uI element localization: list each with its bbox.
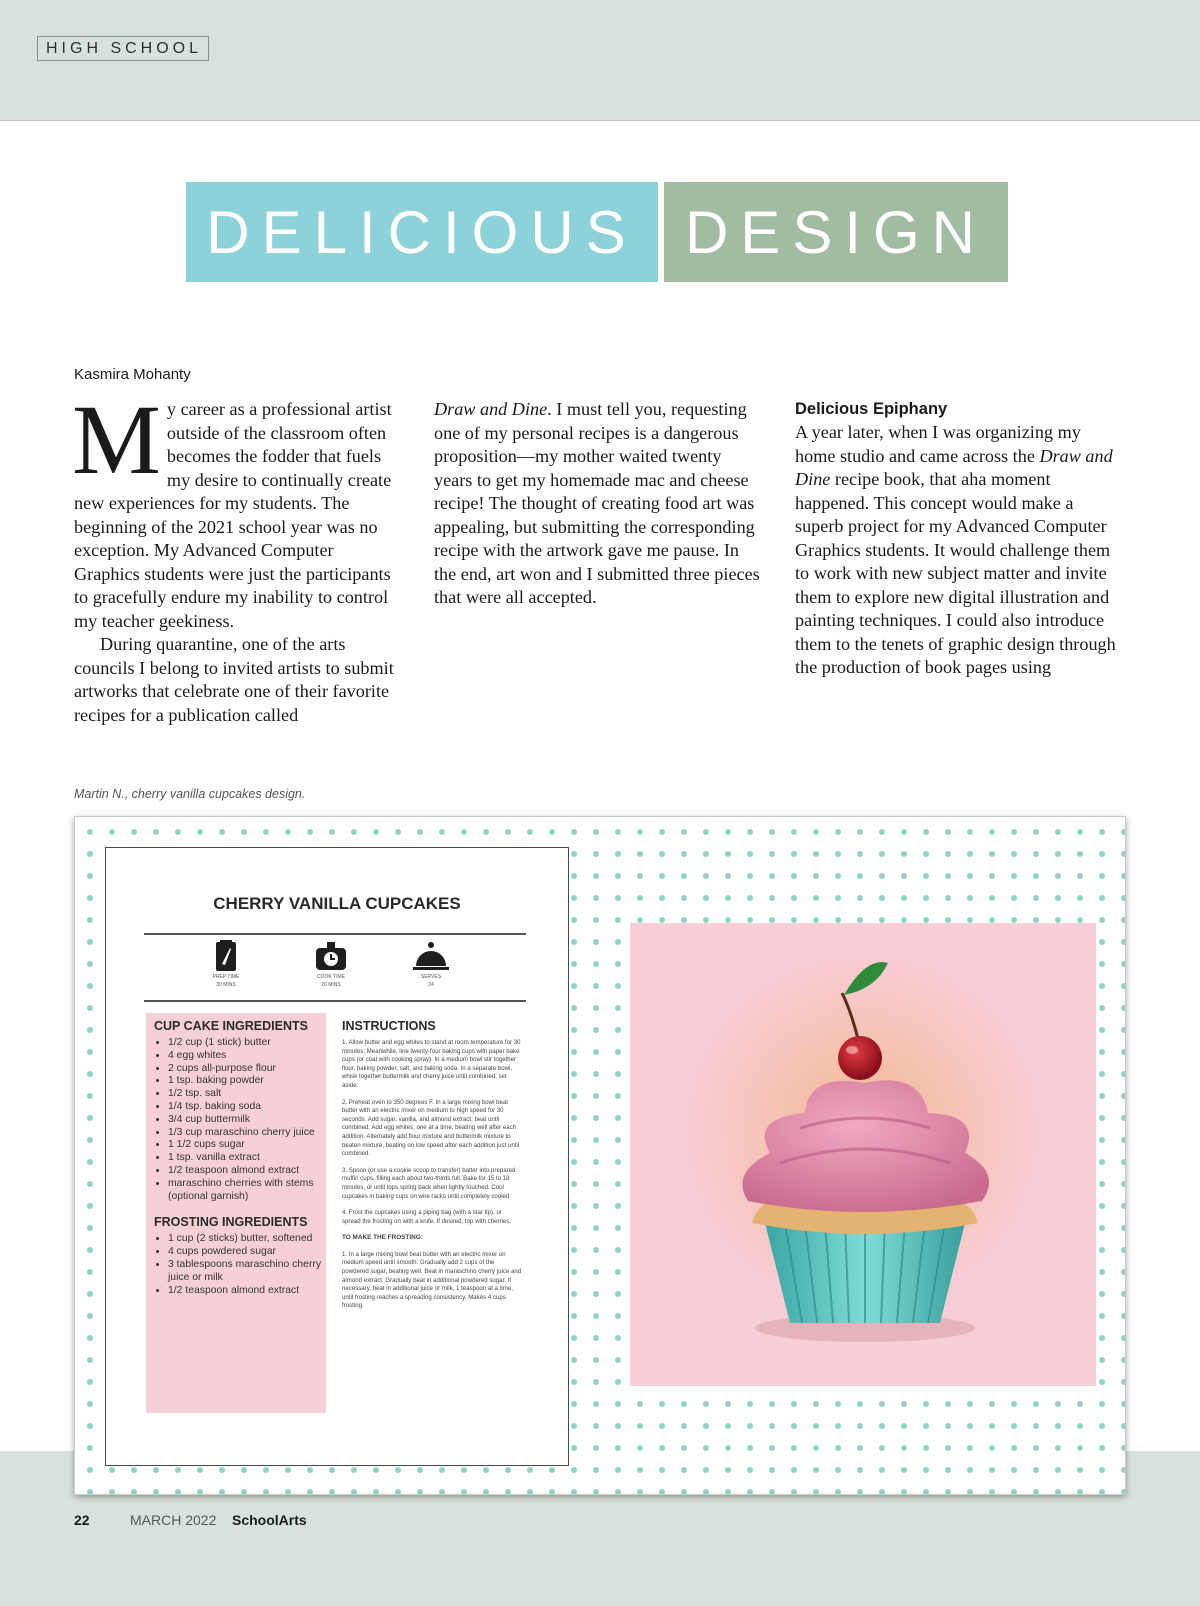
top-band (0, 0, 1200, 121)
article-column-1 (72, 384, 402, 727)
list-item: • 1/2 teaspoon almond extract (168, 1285, 322, 1298)
recipe-title: CHERRY VANILLA CUPCAKES (213, 894, 461, 913)
instructions-column (342, 1013, 522, 1319)
list-item: • 1/2 teaspoon almond extract (168, 1165, 322, 1178)
book-title-italic-2: Draw and Dine (795, 445, 1113, 489)
meta-serves (396, 940, 466, 988)
list-item: • 4 cups powdered sugar (168, 1246, 322, 1259)
paragraph-intro (72, 384, 402, 633)
page-number: 22 (74, 1512, 90, 1528)
list-item: • 1/3 cup maraschino cherry juice (168, 1127, 322, 1140)
instructions-heading: INSTRUCTIONS (342, 1019, 436, 1033)
paragraph-quarantine-cont (434, 398, 762, 610)
author-byline: Kasmira Mohanty (74, 366, 191, 383)
cook-value: 20 MINS (321, 982, 341, 988)
article-column-2 (434, 398, 762, 610)
paragraph-quarantine-start (74, 633, 402, 727)
oven-timer-icon (314, 940, 348, 972)
list-item: • 1/4 tsp. baking soda (168, 1101, 322, 1114)
instruction-step: 4. Frost the cupcakes using a piping bag (with a star tip), or spread the frosting on with a knife. If desired, top with cherries. (342, 1209, 512, 1225)
list-item: • 3/4 cup buttermilk (168, 1114, 322, 1127)
instruction-step: 1. Allow butter and egg whites to stand at room temperature for 30 minutes. Meanwhile, line twenty-four baking cups with paper bake cups (or coat with cooking spray). In a medium bowl stir together flour, baking powder, salt, and baking soda. In a separate bowl, whisk together buttermilk and cherry juice until combined; set aside. (342, 1039, 521, 1089)
list-item: • 4 egg whites (168, 1050, 322, 1063)
paragraph-epiphany (795, 421, 1123, 680)
issue-date: MARCH 2022 (130, 1512, 217, 1528)
section-label: HIGH SCHOOL (37, 36, 209, 61)
frosting-method-text: 1. In a large mixing bowl beat butter with an electric mixer on medium speed until smooth. Gradually add 2 cups of the powdered sugar, beating well. Beat in maraschino cherry juice and almond extract. Gradually beat in additional powdered sugar. If necessary, beat in additional juice or milk, 1 teaspoon at a time, until frosting reaches a spreading consistency. Makes 4 cups frosting. (342, 1250, 522, 1310)
divider-bottom (144, 1000, 526, 1002)
subhead-delicious-epiphany: Delicious Epiphany (795, 400, 948, 418)
quarantine-text: During quarantine, one of the arts councils I belong to invited artists to submit artworks that celebrate one of their favorite recipes for a publication called (74, 634, 394, 725)
article-column-3 (795, 398, 1123, 680)
ingredients-panel (146, 1013, 326, 1413)
epiphany-text-a: A year later, when I was organizing my home studio and came across the (795, 422, 1081, 466)
drop-cap: M (72, 384, 161, 495)
cupcake-ingredients-heading: CUP CAKE INGREDIENTS (154, 1019, 308, 1033)
list-item: • 1 1/2 cups sugar (168, 1139, 322, 1152)
serves-value: 24 (428, 982, 434, 988)
frosting-ingredients-heading: FROSTING INGREDIENTS (154, 1215, 308, 1230)
list-item: • 1/2 tsp. salt (168, 1088, 322, 1101)
meta-cook (296, 940, 366, 988)
figure-caption: Martin N., cherry vanilla cupcakes design. (74, 787, 306, 801)
recipe-card (105, 847, 569, 1466)
prep-label: PREP TIME (212, 974, 240, 980)
frosting-method-heading: TO MAKE THE FROSTING: (342, 1234, 423, 1242)
serves-label: SERVES (420, 974, 442, 980)
intro-text: y career as a professional artist outside of the classroom often becomes the fodder that fuels my desire to continually create new experiences for my students. The beginning of the 2021 school year was no exception. My Advanced Computer Graphics students were just the participants to gracefully endure my inability to control my teacher geekiness. (74, 399, 392, 631)
list-item: • 1/2 cup (1 stick) butter (168, 1037, 322, 1050)
magazine-name: SchoolArts (232, 1512, 307, 1528)
article-title (186, 182, 1008, 282)
list-item: • 3 tablespoons maraschino cherry juice or milk (168, 1259, 322, 1285)
cloche-icon (412, 940, 450, 972)
cupcake-art (630, 923, 1096, 1386)
cupcake-ingredient-list (146, 1037, 326, 1203)
title-part-delicious: DELICIOUS (186, 182, 658, 282)
knife-board-icon (215, 940, 237, 972)
divider-top (144, 933, 526, 935)
recipe-figure (74, 816, 1126, 1495)
title-part-design: DESIGN (664, 182, 1008, 282)
list-item: • 1 tsp. vanilla extract (168, 1152, 322, 1165)
list-item: • 2 cups all-purpose flour (168, 1063, 322, 1076)
epiphany-text-b: recipe book, that aha moment happened. This concept would make a superb project for my Advanced Computer Graphics students. It would challenge them to work with new subject matter and invite them to explore new digital illustration and painting techniques. I could also introduce them to the tenets of graphic design through the production of book pages using (795, 469, 1116, 677)
book-title-italic: Draw and Dine (434, 399, 548, 419)
frosting-ingredient-list (146, 1233, 326, 1297)
list-item: • 1 cup (2 sticks) butter, softened (168, 1233, 322, 1246)
prep-value: 30 MINS (216, 982, 236, 988)
quarantine-text-cont: . I must tell you, requesting one of my personal recipes is a dangerous proposition—my mother waited twenty years to get my homemade mac and cheese recipe! The thought of creating food art was appealing, but submitting the corresponding recipe with the artwork gave me pause. In the end, art won and I submitted three pieces that were all accepted. (434, 399, 760, 607)
list-item: • maraschino cherries with stems (optional garnish) (168, 1178, 322, 1204)
list-item: • 1 tsp. baking powder (168, 1075, 322, 1088)
cook-label: COOK TIME (317, 974, 345, 980)
instruction-step: 2. Preheat oven to 350 degrees F. In a large mixing bowl beat butter with an electric mixer on medium to high speed for 30 seconds. Add sugar, vanilla, and almond extract; beat until combined. Add egg whites, one at a time, beating well after each addition. Alternately add flour mixture and buttermilk mixture to beaten mixture, beating on low speed after each addition just until combined. (342, 1098, 520, 1158)
meta-prep (191, 940, 261, 988)
cupcake-illustration (630, 923, 1096, 1386)
instruction-step: 3. Spoon (or use a cookie scoop to transfer) batter into prepared muffin cups, filling each about two-thirds full. Bake for 15 to 18 minutes, or until tops spring back when lightly touched. Cool cupcakes in baking cups on wire racks until completely cooled. (342, 1166, 516, 1200)
